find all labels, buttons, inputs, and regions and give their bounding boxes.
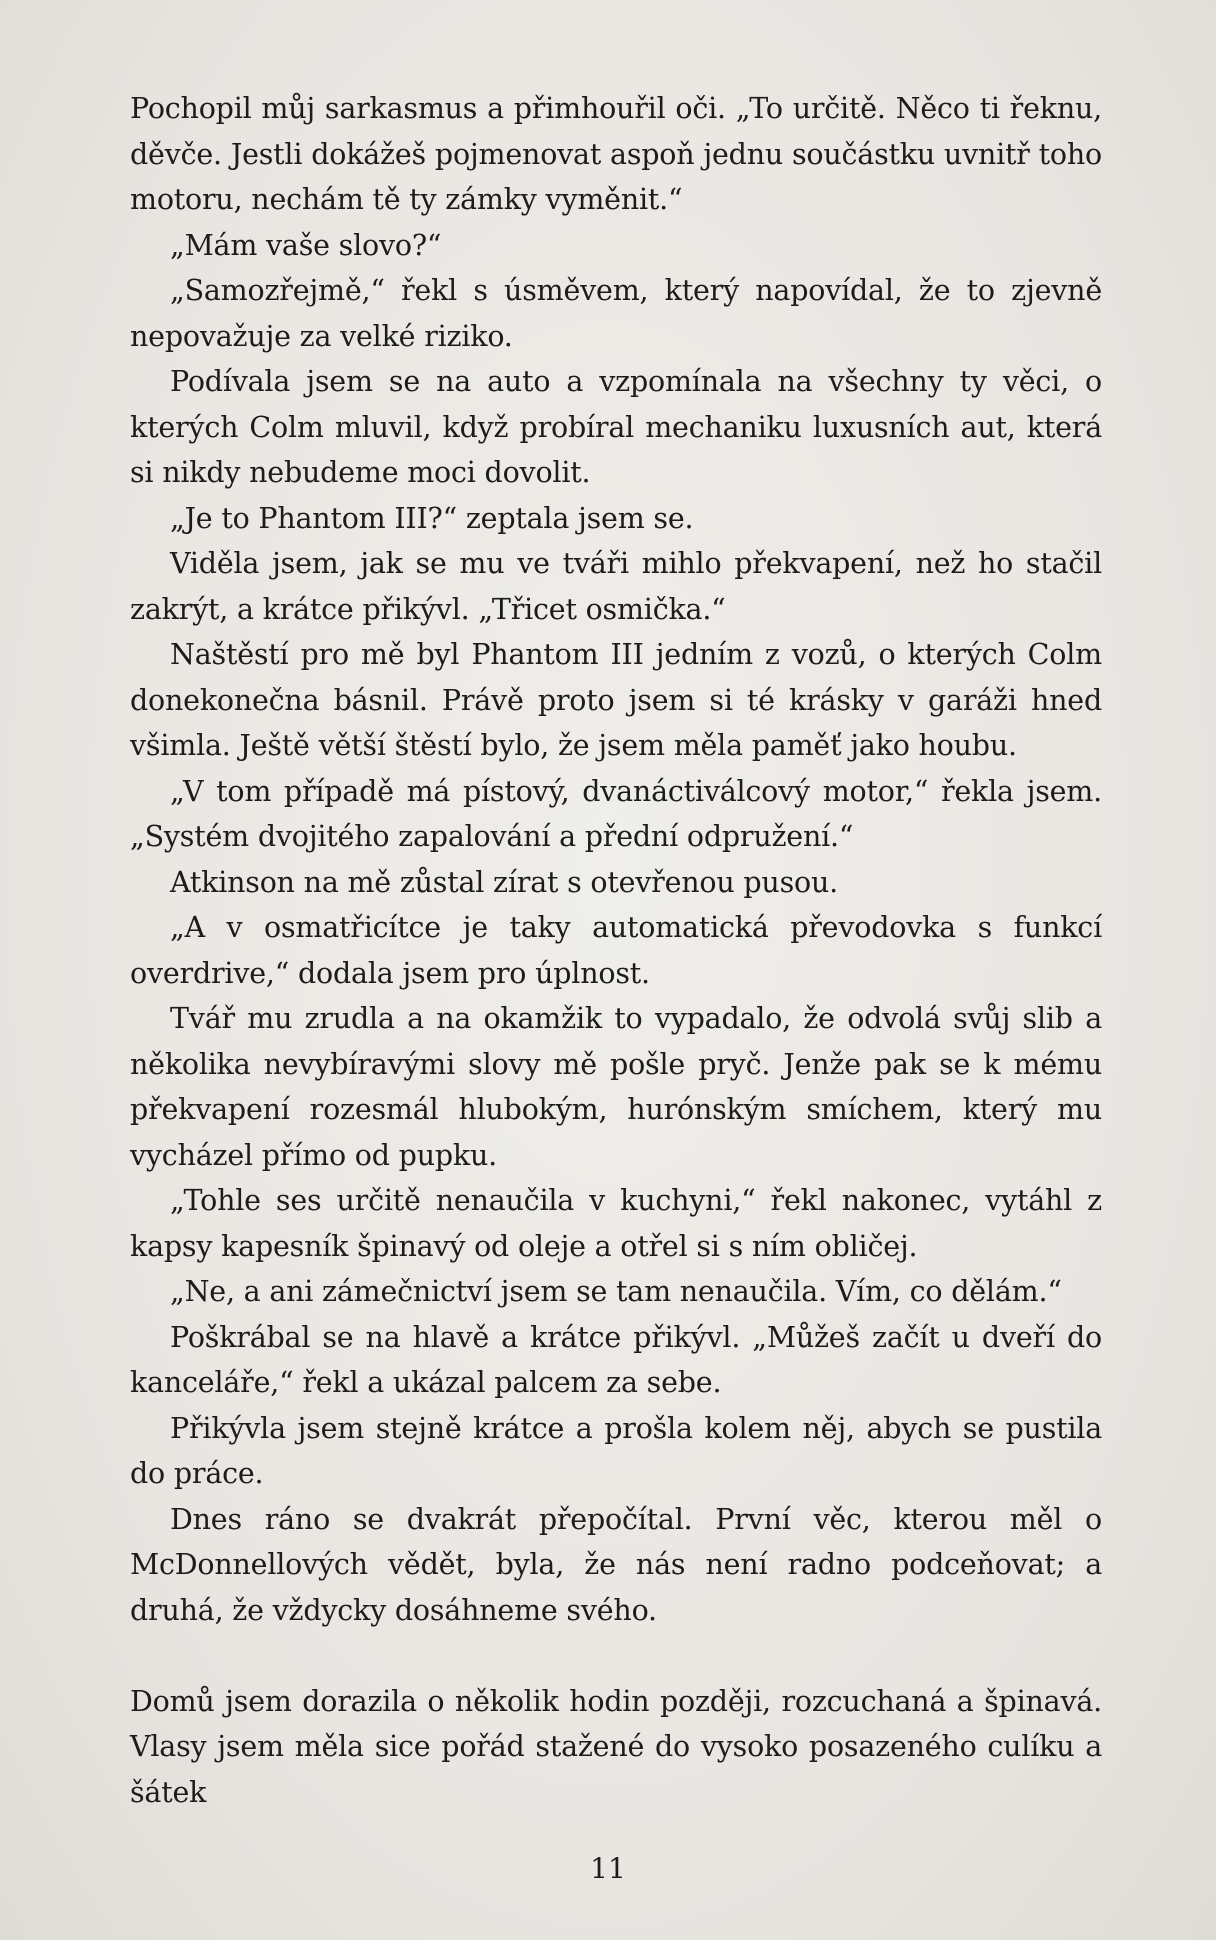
paragraph: Dnes ráno se dvakrát přepočítal. První věc, kterou měl o McDonnellových vědět, byla, že nás není radno podceňovat; a druhá, že vždycky dosáhneme svého.	[130, 1502, 1102, 1627]
paragraph: „Mám vaše slovo?“	[170, 228, 442, 262]
scene-break	[130, 1633, 1102, 1679]
paragraph: „Samozřejmě,“ řekl s úsměvem, který napovídal, že to zjevně nepovažuje za velké riziko.	[130, 274, 1102, 353]
paragraph: Pochopil můj sarkasmus a přimhouřil oči. „To určitě. Něco ti řeknu, děvče. Jestli dokážeš pojmenovat aspoň jednu součástku uvnitř toho motoru, nechám tě ty zámky vyměnit.“	[130, 92, 1102, 216]
paragraph: „Je to Phantom III?“ zeptala jsem se.	[170, 501, 694, 535]
paragraph: Podívala jsem se na auto a vzpomínala na všechny ty věci, o kterých Colm mluvil, když probíral mechaniku luxusních aut, která si nikdy nebudeme moci dovolit.	[130, 365, 1102, 489]
paragraph: Přikývla jsem stejně krátce a prošla kolem něj, abych se pustila do práce.	[130, 1411, 1102, 1490]
paragraph: Naštěstí pro mě byl Phantom III jedním z vozů, o kterých Colm donekonečna básnil. Právě proto jsem si té krásky v garáži hned všimla. Ještě větší štěstí bylo, že jsem měla paměť jako houbu.	[130, 638, 1102, 762]
paragraph-after-break: Domů jsem dorazila o několik hodin později, rozcuchaná a špinavá. Vlasy jsem měla sice pořád stažené do vysoko posazeného culíku a šátek	[130, 1684, 1102, 1809]
paragraph: „Tohle ses určitě nenaučila v kuchyni,“ řekl nakonec, vytáhl z kapsy kapesník špinavý od oleje a otřel si s ním obličej.	[130, 1184, 1102, 1263]
paragraph: Viděla jsem, jak se mu ve tváři mihlo překvapení, než ho stačil zakrýt, a krátce přikývl. „Třicet osmička.“	[130, 547, 1102, 626]
page-number: 11	[590, 1852, 626, 1885]
paragraph: Poškrábal se na hlavě a krátce přikývl. „Můžeš začít u dveří do kanceláře,“ řekl a ukázal palcem za sebe.	[130, 1320, 1102, 1399]
paragraph: „Ne, a ani zámečnictví jsem se tam nenaučila. Vím, co dělám.“	[170, 1275, 1062, 1308]
paragraph: „V tom případě má pístový, dvanáctiválcový motor,“ řekla jsem. „Systém dvojitého zapalování a přední odpružení.“	[130, 774, 1102, 853]
paragraph: Atkinson na mě zůstal zírat s otevřenou pusou.	[170, 865, 838, 899]
paragraph: „A v osmatřicítce je taky automatická převodovka s funkcí overdrive,“ dodala jsem pro úplnost.	[130, 911, 1102, 990]
paragraph: Tvář mu zrudla a na okamžik to vypadalo, že odvolá svůj slib a několika nevybíravými slovy mě pošle pryč. Jenže pak se k mému překvapení rozesmál hlubokým, hurónským smíchem, který mu vycházel přímo od pupku.	[130, 1002, 1102, 1172]
body-text	[130, 86, 1102, 1815]
